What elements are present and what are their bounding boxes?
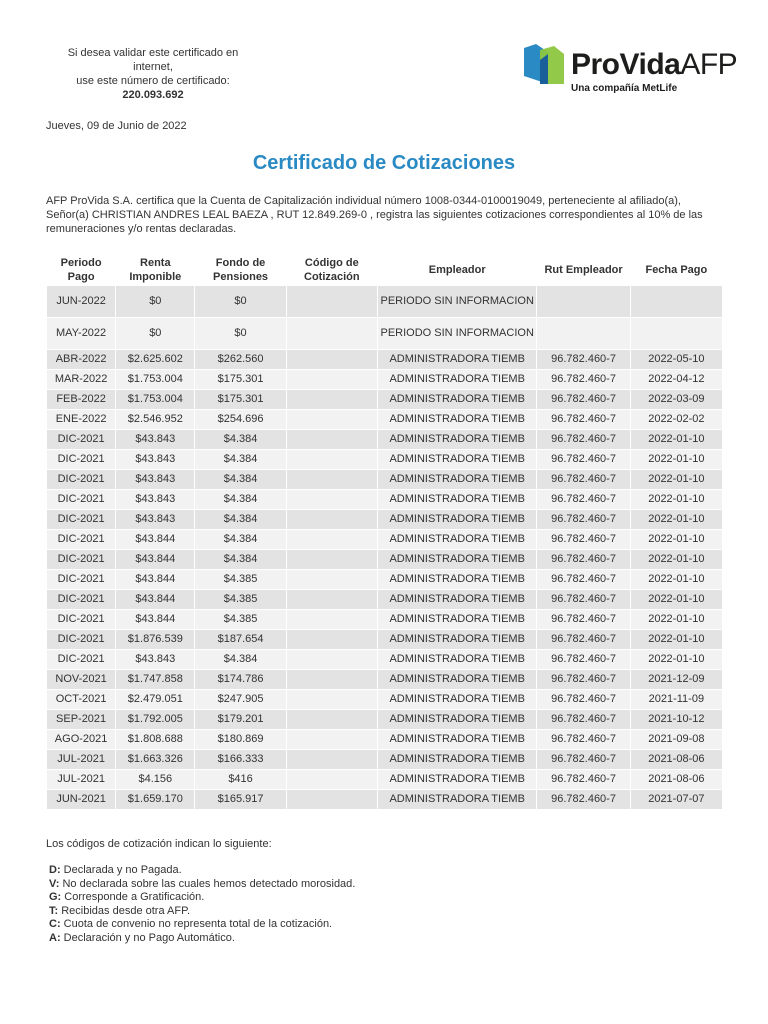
validation-line-3: use este número de certificado:: [76, 75, 230, 87]
cell-codigo: [287, 730, 377, 749]
cell-fecha: 2022-01-10: [631, 610, 722, 629]
cell-fondo: $254.696: [195, 410, 285, 429]
code-item: [49, 905, 355, 919]
cell-fondo: $4.385: [195, 590, 285, 609]
cell-empleador: ADMINISTRADORA TIEMB: [378, 470, 536, 489]
cell-periodo: DIC-2021: [47, 470, 115, 489]
cell-fondo: $4.384: [195, 430, 285, 449]
cell-rut: 96.782.460-7: [537, 530, 629, 549]
cell-periodo: SEP-2021: [47, 710, 115, 729]
table-row: [47, 470, 722, 489]
cell-fondo: $187.654: [195, 630, 285, 649]
cell-rut: 96.782.460-7: [537, 450, 629, 469]
code-letter: D:: [49, 864, 61, 876]
table-row: [47, 490, 722, 509]
cell-periodo: JUL-2021: [47, 770, 115, 789]
cell-codigo: [287, 390, 377, 409]
cell-fecha: 2021-09-08: [631, 730, 722, 749]
cell-fecha: 2022-03-09: [631, 390, 722, 409]
cell-fecha: 2021-11-09: [631, 690, 722, 709]
cell-periodo: JUN-2022: [47, 286, 115, 317]
cell-rut: 96.782.460-7: [537, 430, 629, 449]
logo-tagline: Una compañía MetLife: [571, 83, 678, 94]
cell-empleador: ADMINISTRADORA TIEMB: [378, 590, 536, 609]
cell-rut: 96.782.460-7: [537, 750, 629, 769]
cell-codigo: [287, 770, 377, 789]
header-fondo-pensiones: Fondo de Pensiones: [195, 255, 285, 285]
cell-empleador: ADMINISTRADORA TIEMB: [378, 530, 536, 549]
cell-empleador: ADMINISTRADORA TIEMB: [378, 670, 536, 689]
cell-fecha: 2022-01-10: [631, 590, 722, 609]
table-row: [47, 630, 722, 649]
cell-fondo: $4.385: [195, 570, 285, 589]
cell-fecha: 2022-01-10: [631, 510, 722, 529]
cell-fondo: $179.201: [195, 710, 285, 729]
cell-renta: $2.625.602: [116, 350, 194, 369]
code-item: [49, 932, 355, 946]
cell-periodo: MAY-2022: [47, 318, 115, 349]
cell-rut: 96.782.460-7: [537, 370, 629, 389]
cell-fecha: 2022-01-10: [631, 470, 722, 489]
cell-renta: $43.843: [116, 470, 194, 489]
cell-empleador: ADMINISTRADORA TIEMB: [378, 610, 536, 629]
cell-empleador: ADMINISTRADORA TIEMB: [378, 450, 536, 469]
cell-codigo: [287, 490, 377, 509]
code-item: [49, 891, 355, 905]
cell-rut: 96.782.460-7: [537, 490, 629, 509]
cell-codigo: [287, 430, 377, 449]
cell-renta: $43.844: [116, 570, 194, 589]
cell-codigo: [287, 570, 377, 589]
header-rut-empleador: Rut Empleador: [537, 255, 629, 285]
cell-fondo: $174.786: [195, 670, 285, 689]
cell-empleador: ADMINISTRADORA TIEMB: [378, 410, 536, 429]
cell-codigo: [287, 750, 377, 769]
code-item: [49, 864, 355, 878]
cell-fecha: 2022-01-10: [631, 650, 722, 669]
cell-codigo: [287, 318, 377, 349]
cell-renta: $1.747.858: [116, 670, 194, 689]
cell-empleador: PERIODO SIN INFORMACION: [378, 318, 536, 349]
cell-renta: $43.844: [116, 530, 194, 549]
cell-fecha: 2021-07-07: [631, 790, 722, 809]
table-row: [47, 550, 722, 569]
cell-fondo: $175.301: [195, 370, 285, 389]
cell-empleador: ADMINISTRADORA TIEMB: [378, 750, 536, 769]
document-title: Certificado de Cotizaciones: [252, 152, 516, 174]
cell-codigo: [287, 470, 377, 489]
cell-renta: $1.876.539: [116, 630, 194, 649]
cell-codigo: [287, 510, 377, 529]
cell-renta: $1.808.688: [116, 730, 194, 749]
table-row: [47, 430, 722, 449]
code-item: [49, 878, 355, 892]
cell-fondo: $4.384: [195, 530, 285, 549]
cell-empleador: ADMINISTRADORA TIEMB: [378, 710, 536, 729]
cell-renta: $43.844: [116, 590, 194, 609]
logo-brand: ProVida: [571, 48, 681, 81]
table-row: [47, 670, 722, 689]
cell-fecha: 2021-08-06: [631, 750, 722, 769]
codes-legend: [49, 864, 355, 946]
table-row: [47, 530, 722, 549]
cell-fecha: 2022-04-12: [631, 370, 722, 389]
header-codigo-cotizacion: Código de Cotización: [287, 255, 377, 285]
cell-empleador: ADMINISTRADORA TIEMB: [378, 790, 536, 809]
provida-logo: [524, 44, 738, 98]
cell-empleador: PERIODO SIN INFORMACION: [378, 286, 536, 317]
cell-fondo: $4.384: [195, 450, 285, 469]
cell-renta: $43.844: [116, 610, 194, 629]
cell-fondo: $4.384: [195, 490, 285, 509]
header-periodo-pago: Periodo Pago: [47, 255, 115, 285]
cell-fecha: [631, 286, 722, 317]
cell-fecha: 2021-10-12: [631, 710, 722, 729]
cell-fecha: 2022-01-10: [631, 550, 722, 569]
table-row: [47, 770, 722, 789]
cell-empleador: ADMINISTRADORA TIEMB: [378, 390, 536, 409]
cell-renta: $1.753.004: [116, 390, 194, 409]
cell-renta: $1.659.170: [116, 790, 194, 809]
cell-rut: 96.782.460-7: [537, 550, 629, 569]
validation-line-2: internet,: [133, 61, 173, 73]
cell-fecha: 2022-01-10: [631, 490, 722, 509]
cell-fondo: $4.385: [195, 610, 285, 629]
cell-fondo: $166.333: [195, 750, 285, 769]
cell-empleador: ADMINISTRADORA TIEMB: [378, 770, 536, 789]
cell-fondo: $165.917: [195, 790, 285, 809]
cell-renta: $1.753.004: [116, 370, 194, 389]
cell-fecha: [631, 318, 722, 349]
cell-fondo: $0: [195, 286, 285, 317]
cell-codigo: [287, 530, 377, 549]
cell-periodo: DIC-2021: [47, 550, 115, 569]
cell-fondo: $262.560: [195, 350, 285, 369]
cell-fecha: 2022-01-10: [631, 530, 722, 549]
cell-rut: 96.782.460-7: [537, 390, 629, 409]
cell-codigo: [287, 410, 377, 429]
cell-fondo: $4.384: [195, 650, 285, 669]
cell-codigo: [287, 590, 377, 609]
cell-empleador: ADMINISTRADORA TIEMB: [378, 730, 536, 749]
table-row: [47, 286, 722, 317]
cell-codigo: [287, 690, 377, 709]
logo-wordmark: [571, 49, 737, 81]
table-row: [47, 790, 722, 809]
cell-periodo: DIC-2021: [47, 610, 115, 629]
cell-periodo: JUL-2021: [47, 750, 115, 769]
cell-fondo: $4.384: [195, 550, 285, 569]
cell-periodo: ABR-2022: [47, 350, 115, 369]
cell-periodo: JUN-2021: [47, 790, 115, 809]
code-description: No declarada sobre las cuales hemos detectado morosidad.: [59, 877, 356, 890]
table-row: [47, 570, 722, 589]
cell-codigo: [287, 350, 377, 369]
cell-periodo: DIC-2021: [47, 430, 115, 449]
cell-fecha: 2022-05-10: [631, 350, 722, 369]
cell-periodo: DIC-2021: [47, 530, 115, 549]
table-row: [47, 710, 722, 729]
table-row: [47, 690, 722, 709]
cell-rut: 96.782.460-7: [537, 790, 629, 809]
table-row: [47, 370, 722, 389]
code-item: [49, 918, 355, 932]
table-row: [47, 750, 722, 769]
header-renta-imponible: Renta Imponible: [116, 255, 194, 285]
cell-rut: 96.782.460-7: [537, 410, 629, 429]
cell-fondo: $175.301: [195, 390, 285, 409]
cell-rut: [537, 318, 629, 349]
cell-renta: $0: [116, 318, 194, 349]
code-description: Corresponde a Gratificación.: [61, 891, 205, 904]
cell-fondo: $180.869: [195, 730, 285, 749]
code-letter: T:: [49, 904, 59, 917]
code-letter: V:: [49, 877, 60, 890]
issue-date: Jueves, 09 de Junio de 2022: [46, 120, 187, 132]
code-description: Declaración y no Pago Automático.: [60, 931, 235, 944]
header-empleador: Empleador: [378, 255, 536, 285]
cell-rut: 96.782.460-7: [537, 730, 629, 749]
cell-periodo: NOV-2021: [47, 670, 115, 689]
validation-line-1: Si desea validar este certificado en: [67, 47, 239, 59]
codes-intro: Los códigos de cotización indican lo siguiente:: [46, 838, 272, 850]
cell-periodo: ENE-2022: [47, 410, 115, 429]
cell-rut: 96.782.460-7: [537, 350, 629, 369]
cell-renta: $43.843: [116, 490, 194, 509]
provida-logo-mark-icon: [524, 44, 568, 84]
cell-empleador: ADMINISTRADORA TIEMB: [378, 370, 536, 389]
code-letter: G:: [49, 891, 62, 904]
cell-renta: $43.843: [116, 450, 194, 469]
cell-codigo: [287, 550, 377, 569]
cell-fondo: $416: [195, 770, 285, 789]
table-row: [47, 410, 722, 429]
table-row: [47, 390, 722, 409]
table-row: [47, 318, 722, 349]
table-row: [47, 610, 722, 629]
cell-codigo: [287, 710, 377, 729]
cell-empleador: ADMINISTRADORA TIEMB: [378, 430, 536, 449]
cell-fecha: 2022-01-10: [631, 430, 722, 449]
code-description: Recibidas desde otra AFP.: [58, 904, 191, 917]
cell-periodo: OCT-2021: [47, 690, 115, 709]
cell-fondo: $4.384: [195, 510, 285, 529]
table-row: [47, 510, 722, 529]
cell-periodo: DIC-2021: [47, 570, 115, 589]
cell-rut: 96.782.460-7: [537, 470, 629, 489]
cell-fondo: $4.384: [195, 470, 285, 489]
cell-rut: [537, 286, 629, 317]
cell-periodo: AGO-2021: [47, 730, 115, 749]
cell-renta: $2.546.952: [116, 410, 194, 429]
cell-periodo: DIC-2021: [47, 650, 115, 669]
table-body: [47, 286, 722, 809]
cell-empleador: ADMINISTRADORA TIEMB: [378, 630, 536, 649]
cell-rut: 96.782.460-7: [537, 770, 629, 789]
certification-paragraph: AFP ProVida S.A. certifica que la Cuenta de Capitalización individual número 1008-0344-0100019049, perteneciente al afiliado(a), Señor(a) CHRISTIAN ANDRES LEAL BAEZA , RUT 12.849.269-0 , registra las siguientes cotizaciones correspondientes al 10% de las remuneraciones y/o rentas declaradas.: [46, 195, 703, 235]
cell-codigo: [287, 370, 377, 389]
cell-empleador: ADMINISTRADORA TIEMB: [378, 490, 536, 509]
cell-periodo: DIC-2021: [47, 590, 115, 609]
cell-fecha: 2022-02-02: [631, 410, 722, 429]
certificate-number: 220.093.692: [122, 89, 184, 101]
code-description: Declarada y no Pagada.: [60, 864, 182, 876]
cell-codigo: [287, 670, 377, 689]
cell-empleador: ADMINISTRADORA TIEMB: [378, 650, 536, 669]
cell-fecha: 2021-12-09: [631, 670, 722, 689]
contributions-table: [46, 254, 723, 810]
code-letter: C:: [49, 918, 61, 931]
cell-renta: $2.479.051: [116, 690, 194, 709]
cell-renta: $1.663.326: [116, 750, 194, 769]
cell-fondo: $0: [195, 318, 285, 349]
cell-periodo: MAR-2022: [47, 370, 115, 389]
table-row: [47, 730, 722, 749]
table-row: [47, 590, 722, 609]
cell-rut: 96.782.460-7: [537, 570, 629, 589]
cell-periodo: DIC-2021: [47, 450, 115, 469]
cell-empleador: ADMINISTRADORA TIEMB: [378, 690, 536, 709]
cell-renta: $0: [116, 286, 194, 317]
cell-periodo: DIC-2021: [47, 630, 115, 649]
cell-fondo: $247.905: [195, 690, 285, 709]
cell-rut: 96.782.460-7: [537, 590, 629, 609]
cell-empleador: ADMINISTRADORA TIEMB: [378, 510, 536, 529]
cell-rut: 96.782.460-7: [537, 510, 629, 529]
certificate-validation-note: [38, 46, 268, 102]
cell-empleador: ADMINISTRADORA TIEMB: [378, 550, 536, 569]
cell-empleador: ADMINISTRADORA TIEMB: [378, 350, 536, 369]
logo-suffix: AFP: [680, 48, 738, 81]
cell-fecha: 2022-01-10: [631, 570, 722, 589]
cell-codigo: [287, 610, 377, 629]
cell-rut: 96.782.460-7: [537, 690, 629, 709]
table-header-row: [47, 255, 722, 285]
cell-rut: 96.782.460-7: [537, 710, 629, 729]
cell-fecha: 2021-08-06: [631, 770, 722, 789]
cell-codigo: [287, 630, 377, 649]
cell-rut: 96.782.460-7: [537, 670, 629, 689]
cell-renta: $1.792.005: [116, 710, 194, 729]
cell-codigo: [287, 790, 377, 809]
cell-fecha: 2022-01-10: [631, 630, 722, 649]
cell-periodo: DIC-2021: [47, 490, 115, 509]
table-row: [47, 450, 722, 469]
cell-renta: $43.843: [116, 510, 194, 529]
cell-renta: $43.844: [116, 550, 194, 569]
code-description: Cuota de convenio no representa total de la cotización.: [60, 918, 333, 931]
cell-rut: 96.782.460-7: [537, 650, 629, 669]
code-letter: A:: [49, 931, 61, 944]
cell-periodo: FEB-2022: [47, 390, 115, 409]
table-row: [47, 650, 722, 669]
cell-empleador: ADMINISTRADORA TIEMB: [378, 570, 536, 589]
cell-codigo: [287, 450, 377, 469]
cell-renta: $4.156: [116, 770, 194, 789]
cell-fecha: 2022-01-10: [631, 450, 722, 469]
header-fecha-pago: Fecha Pago: [631, 255, 722, 285]
cell-renta: $43.843: [116, 430, 194, 449]
cell-renta: $43.843: [116, 650, 194, 669]
cell-periodo: DIC-2021: [47, 510, 115, 529]
cell-rut: 96.782.460-7: [537, 610, 629, 629]
table-row: [47, 350, 722, 369]
cell-codigo: [287, 650, 377, 669]
cell-rut: 96.782.460-7: [537, 630, 629, 649]
cell-codigo: [287, 286, 377, 317]
